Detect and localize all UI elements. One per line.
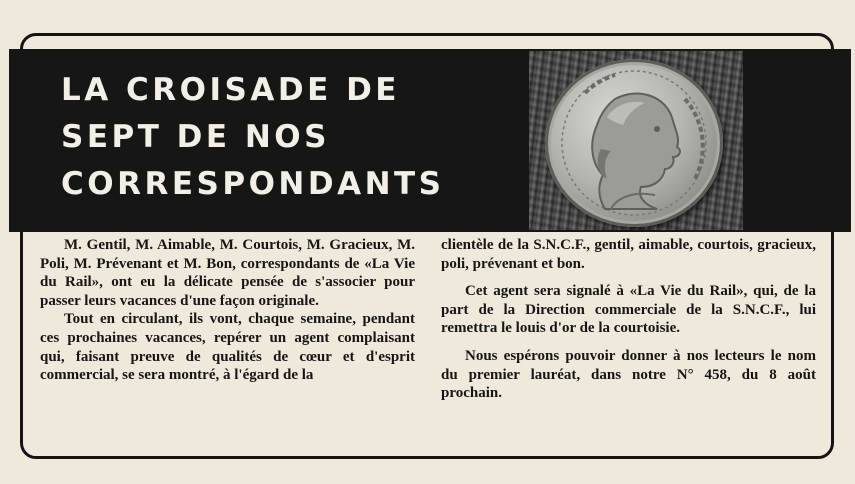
title-line-2: SEPT DE NOS bbox=[61, 119, 330, 155]
left-column bbox=[40, 236, 415, 436]
coin-portrait-drawing bbox=[545, 59, 723, 227]
title-line-1: LA CROISADE DE bbox=[61, 72, 400, 108]
paragraph: Cet agent sera signalé à «La Vie du Rail», qui, de la part de la Direction commerciale de la S.N.C.F., lui remettra le louis d'or de la courtoisie. bbox=[441, 283, 816, 337]
article-title bbox=[61, 67, 481, 208]
coin-photo bbox=[529, 51, 743, 230]
title-line-3: CORRESPONDANTS bbox=[61, 166, 445, 202]
article-body bbox=[40, 236, 816, 436]
paragraph: Nous espérons pouvoir donner à nos lecteurs le nom du premier lauréat, dans notre N° 458, du 8 août prochain. bbox=[441, 347, 816, 402]
paragraph: clientèle de la S.N.C.F., gentil, aimable, courtois, gracieux, poli, prévenant et bon. bbox=[441, 237, 816, 272]
right-column bbox=[441, 236, 816, 436]
coin-portrait-icon bbox=[545, 59, 723, 227]
title-banner bbox=[9, 49, 851, 232]
paragraph: Tout en circulant, ils vont, chaque semaine, pendant ces prochaines vacances, repérer un agent complaisant qui, faisant preuve de qualités de cœur et d'esprit commercial, se sera montré, à l'égard de la bbox=[40, 311, 415, 384]
paragraph: M. Gentil, M. Aimable, M. Courtois, M. Gracieux, M. Poli, M. Prévenant et M. Bon, correspondants de «La Vie du Rail», ont eu la délicate pensée de s'associer pour passer leurs vacances d'une façon originale. bbox=[40, 237, 415, 309]
